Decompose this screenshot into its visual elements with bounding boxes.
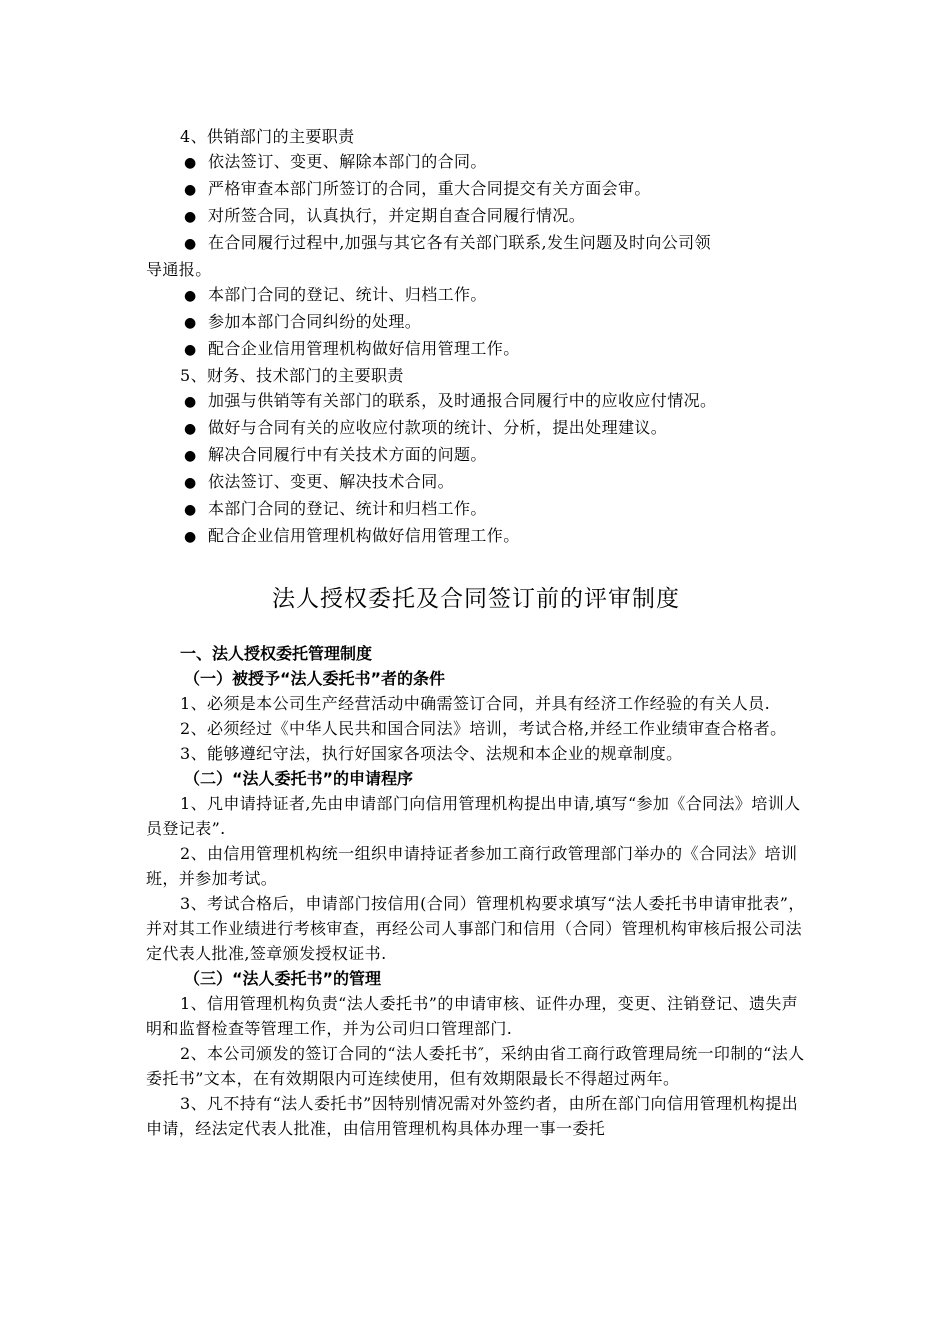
paragraph: 2、由信用管理机构统一组织申请持证者参加工商行政管理部门举办的《合同法》培训班，并参加考试。 <box>146 844 798 888</box>
paragraph: 3、考试合格后，申请部门按信用(合同）管理机构要求填写“法人委托书申请审批表”，并对其工作业绩进行考核审查，再经公司人事部门和信用（合同）管理机构审核后报公司法定代表人批准,签章颁发授权证书. <box>146 894 805 963</box>
bullet-icon: ● <box>184 155 197 171</box>
bullet-icon: ● <box>184 236 197 252</box>
bullet-icon: ● <box>184 394 197 410</box>
paragraph: 1、凡申请持证者,先由申请部门向信用管理机构提出申请,填写“参加《合同法》培训人员登记表”. <box>146 794 801 838</box>
bullet-icon: ● <box>184 529 197 545</box>
bullet-icon: ● <box>184 315 197 331</box>
list-item: ● 本部门合同的登记、统计、归档工作。 <box>146 282 806 309</box>
subsection-2-heading: （二）“法人委托书”的申请程序 <box>184 769 414 788</box>
list-item: ● 加强与供销等有关部门的联系，及时通报合同履行中的应收应付情况。 <box>146 388 806 415</box>
list-item: ● 配合企业信用管理机构做好信用管理工作。 <box>146 523 806 550</box>
list-item: ● 严格审查本部门所签订的合同，重大合同提交有关方面会审。 <box>146 176 806 203</box>
section-4-heading: 4、供销部门的主要职责 <box>180 127 355 146</box>
list-item: ● 对所签合同，认真执行，并定期自查合同履行情况。 <box>146 203 806 230</box>
list-item: ● 参加本部门合同纠纷的处理。 <box>146 309 806 336</box>
paragraph: 2、必须经过《中华人民共和国合同法》培训，考试合格,并经工作业绩审查合格者。 <box>180 719 787 738</box>
bullet-icon: ● <box>184 342 197 358</box>
paragraph: 1、信用管理机构负责“法人委托书”的申请审核、证件办理，变更、注销登记、遗失声明和监督检查等管理工作，并为公司归口管理部门. <box>146 994 799 1038</box>
document-title: 法人授权委托及合同签订前的评审制度 <box>272 586 680 612</box>
bullet-icon: ● <box>184 288 197 304</box>
bullet-icon: ● <box>184 475 197 491</box>
list-item: ● 依法签订、变更、解决技术合同。 <box>146 469 806 496</box>
bullet-icon: ● <box>184 182 197 198</box>
paragraph: 1、必须是本公司生产经营活动中确需签订合同，并具有经济工作经验的有关人员. <box>180 694 771 713</box>
document-body <box>146 124 806 1141</box>
list-item: ● 在合同履行过程中,加强与其它各有关部门联系,发生问题及时向公司领 <box>146 230 806 257</box>
bullet-icon: ● <box>184 502 197 518</box>
paragraph: 2、本公司颁发的签订合同的“法人委托书″，采纳由省工商行政管理局统一印制的“法人委托书”文本，在有效期限内可连续使用，但有效期限最长不得超过两年。 <box>146 1044 805 1088</box>
subsection-1-heading: （一）被授予“法人委托书”者的条件 <box>184 669 446 688</box>
list-item: ● 解决合同履行中有关技术方面的问题。 <box>146 442 806 469</box>
list-item: ● 本部门合同的登记、统计和归档工作。 <box>146 496 806 523</box>
bullet-icon: ● <box>184 448 197 464</box>
paragraph: 3、凡不持有“法人委托书”因特别情况需对外签约者，由所在部门向信用管理机构提出申请，经法定代表人批准，由信用管理机构具体办理一事一委托 <box>146 1094 799 1138</box>
subsection-3-heading: （三）“法人委托书”的管理 <box>184 969 382 988</box>
list-item: ● 做好与合同有关的应收应付款项的统计、分析，提出处理建议。 <box>146 415 806 442</box>
part-1-heading: 一、法人授权委托管理制度 <box>180 644 373 663</box>
list-item: ● 依法签订、变更、解除本部门的合同。 <box>146 149 806 176</box>
paragraph: 3、能够遵纪守法，执行好国家各项法令、法规和本企业的规章制度。 <box>180 744 683 763</box>
list-item: ● 配合企业信用管理机构做好信用管理工作。 <box>146 336 806 363</box>
bullet-icon: ● <box>184 421 197 437</box>
section-5-heading: 5、财务、技术部门的主要职责 <box>180 366 404 385</box>
bullet-icon: ● <box>184 209 197 225</box>
list-item-continuation: 导通报。 <box>146 260 212 279</box>
